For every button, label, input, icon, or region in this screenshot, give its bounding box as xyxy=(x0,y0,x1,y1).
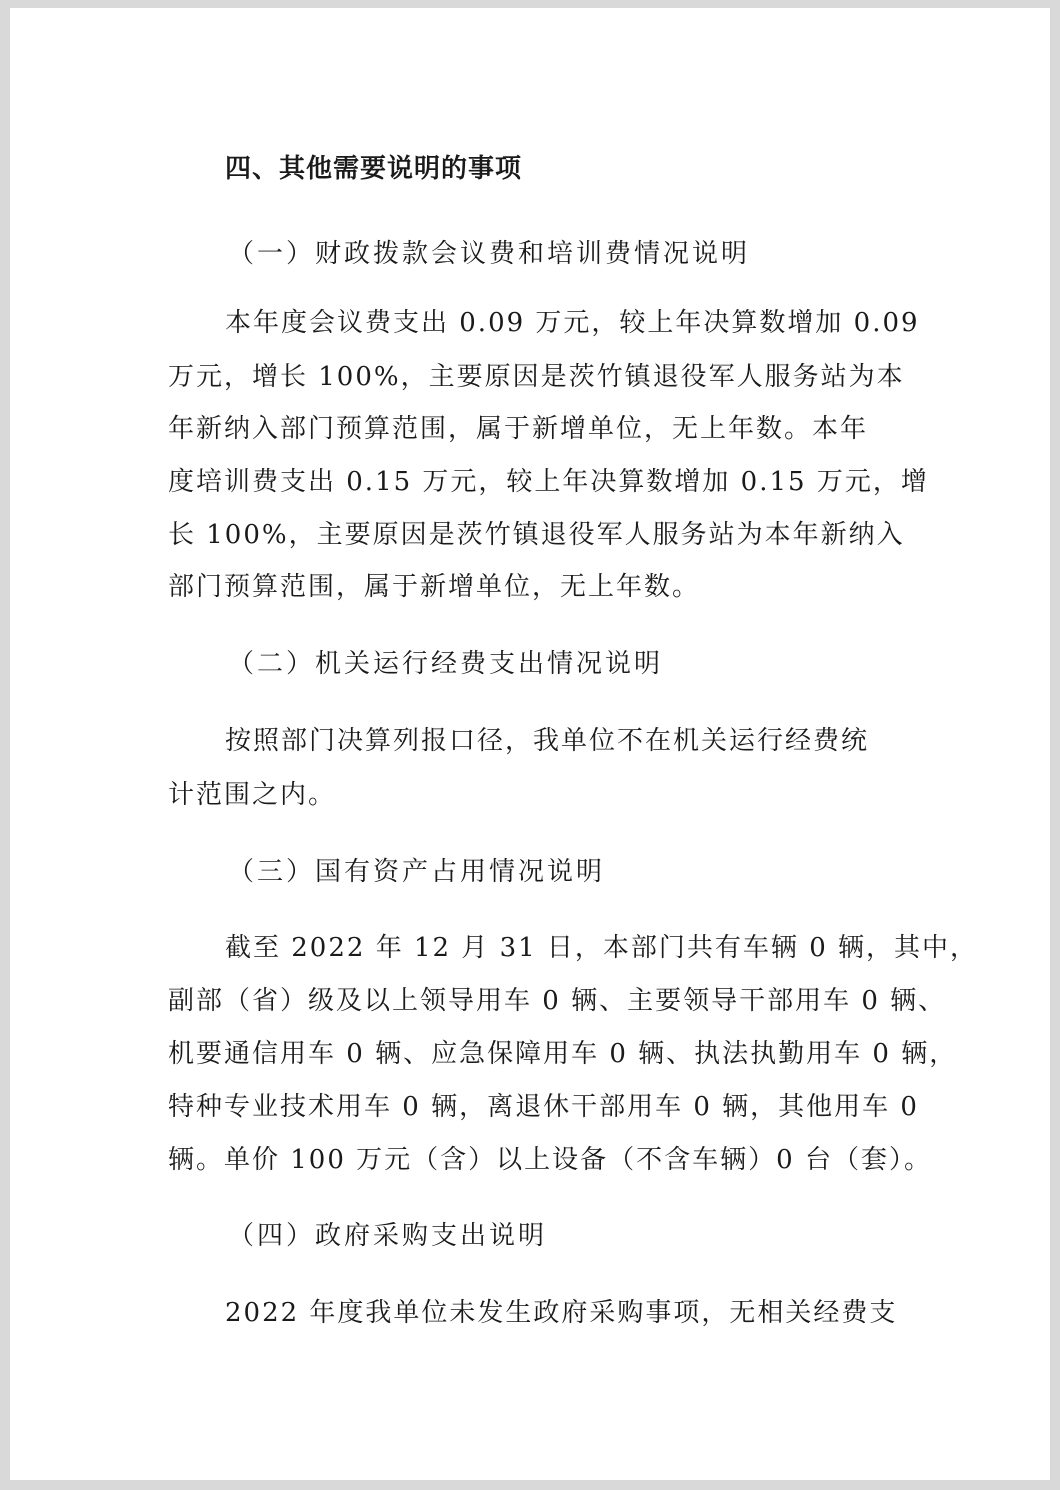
section-heading: 四、其他需要说明的事项 xyxy=(225,154,523,184)
paragraph-line: 2022 年度我单位未发生政府采购事项，无相关经费支 xyxy=(225,1298,898,1328)
subsection-title-1: （一）财政拨款会议费和培训费情况说明 xyxy=(228,239,751,269)
paragraph-line: 按照部门决算列报口径，我单位不在机关运行经费统 xyxy=(225,726,870,756)
subsection-title-3: （三）国有资产占用情况说明 xyxy=(228,857,606,887)
subsection-title-4: （四）政府采购支出说明 xyxy=(228,1221,548,1251)
subsection-title-2: （二）机关运行经费支出情况说明 xyxy=(228,649,664,679)
paragraph-line: 本年度会议费支出 0.09 万元，较上年决算数增加 0.09 xyxy=(225,308,920,338)
paragraph-line: 部门预算范围，属于新增单位，无上年数。 xyxy=(168,572,701,602)
paragraph-line: 长 100%，主要原因是茨竹镇退役军人服务站为本年新纳入 xyxy=(168,520,905,550)
paragraph-line: 副部（省）级及以上领导用车 0 辆、主要领导干部用车 0 辆、 xyxy=(168,986,947,1016)
paragraph-line: 特种专业技术用车 0 辆，离退休干部用车 0 辆，其他用车 0 xyxy=(168,1092,919,1122)
paragraph-line: 万元，增长 100%，主要原因是茨竹镇退役军人服务站为本 xyxy=(168,362,905,392)
paragraph-line: 辆。单价 100 万元（含）以上设备（不含车辆）0 台（套）。 xyxy=(168,1145,932,1175)
paragraph-line: 度培训费支出 0.15 万元，较上年决算数增加 0.15 万元，增 xyxy=(168,467,929,497)
paragraph-line: 截至 2022 年 12 月 31 日，本部门共有车辆 0 辆，其中， xyxy=(225,933,978,963)
paragraph-line: 年新纳入部门预算范围，属于新增单位，无上年数。本年 xyxy=(168,414,869,444)
paragraph-line: 机要通信用车 0 辆、应急保障用车 0 辆、执法执勤用车 0 辆， xyxy=(168,1039,958,1069)
document-page xyxy=(10,8,1050,1480)
paragraph-line: 计范围之内。 xyxy=(168,780,337,810)
